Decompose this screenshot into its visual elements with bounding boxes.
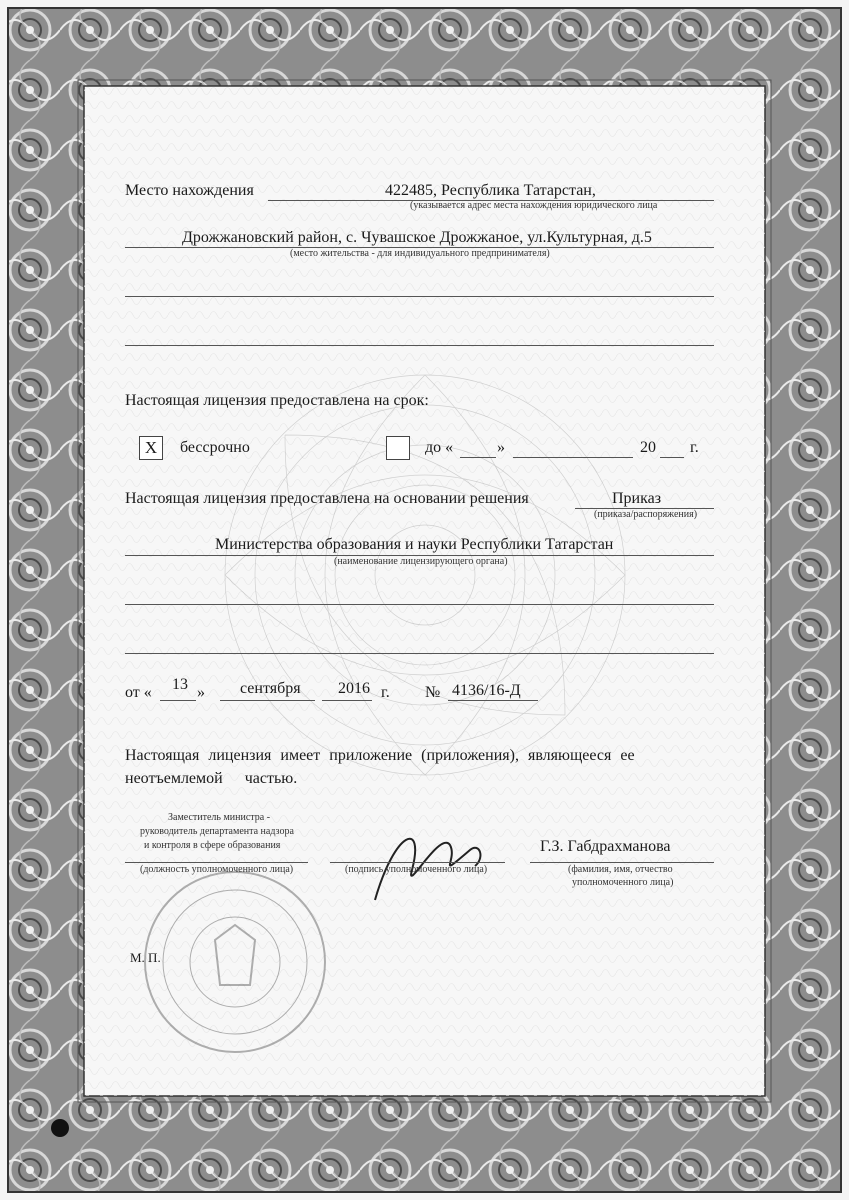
- name-caption-1: (фамилия, имя, отчество: [568, 864, 673, 875]
- position-line1: Заместитель министра -: [168, 812, 271, 823]
- address-line1: 422485, Республика Татарстан,: [385, 182, 596, 199]
- signatory-name: Г.З. Габдрахманова: [540, 838, 671, 855]
- indefinite-checkbox[interactable]: X: [139, 436, 163, 460]
- address-line1-caption: (указывается адрес места нахождения юридического лица: [410, 200, 658, 211]
- location-label: Место нахождения: [125, 182, 254, 199]
- basis-label: Настоящая лицензия предоставлена на основании решения: [125, 490, 529, 507]
- date-from: от «: [125, 684, 152, 701]
- date-year: 2016: [338, 680, 370, 697]
- year-prefix: 20: [640, 439, 656, 456]
- licensing-authority: Министерства образования и науки Республики Татарстан: [215, 536, 614, 553]
- until-checkbox[interactable]: [386, 436, 410, 460]
- signature-caption: (подпись уполномоченного лица): [345, 864, 488, 875]
- position-line3: и контроля в сфере образования: [144, 840, 281, 851]
- year-suffix: г.: [690, 439, 699, 456]
- appendix-text-2: неотъемлемой частью.: [125, 770, 298, 787]
- order-number: 4136/16-Д: [452, 682, 521, 699]
- date-day: 13: [172, 676, 188, 693]
- position-caption: (должность уполномоченного лица): [140, 864, 294, 875]
- basis-doc-type: Приказ: [612, 490, 662, 507]
- address-line2-caption: (место жительства - для индивидуального предпринимателя): [290, 248, 550, 259]
- position-line2: руководитель департамента надзора: [140, 826, 294, 837]
- stamp-mark: М. П.: [130, 950, 161, 965]
- address-line2: Дрожжановский район, с. Чувашское Дрожжаное, ул.Культурная, д.5: [182, 229, 652, 246]
- until-close: »: [497, 439, 505, 456]
- hole-mark: [51, 1119, 69, 1137]
- date-month: сентября: [240, 680, 301, 697]
- appendix-text-1: Настоящая лицензия имеет приложение (приложения), являющееся ее: [125, 747, 635, 764]
- basis-doc-type-caption: (приказа/распоряжения): [594, 509, 698, 520]
- indefinite-label: бессрочно: [180, 439, 250, 456]
- number-sign: №: [425, 684, 441, 701]
- term-label: Настоящая лицензия предоставлена на срок:: [125, 392, 429, 409]
- date-close: »: [197, 684, 205, 701]
- name-caption-2: уполномоченного лица): [572, 877, 674, 888]
- licensing-authority-caption: (наименование лицензирующего органа): [334, 556, 508, 567]
- until-label: до «: [425, 439, 454, 456]
- date-year-suffix: г.: [381, 684, 390, 701]
